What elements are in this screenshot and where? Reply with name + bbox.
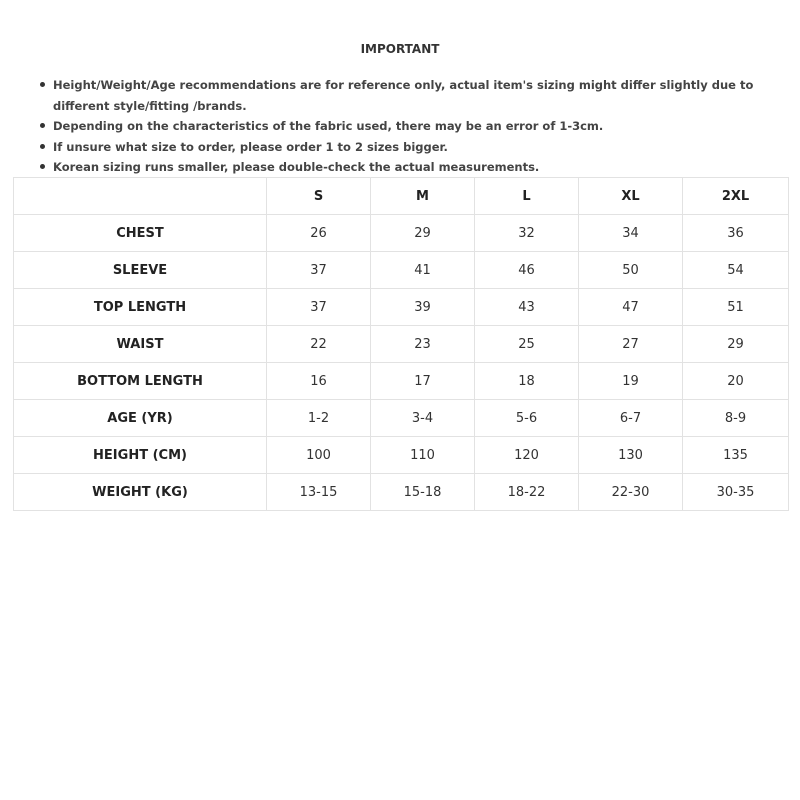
size-header: S <box>267 178 371 215</box>
page-heading: IMPORTANT <box>360 42 440 56</box>
size-header: XL <box>579 178 683 215</box>
note-item <box>40 157 795 178</box>
table-row <box>14 437 789 474</box>
table-cell: 37 <box>267 289 371 326</box>
note-item <box>40 137 795 158</box>
size-chart-table <box>13 177 789 511</box>
table-cell: 43 <box>475 289 579 326</box>
bullet-icon <box>40 144 45 149</box>
note-text: Height/Weight/Age recommendations are for reference only, actual item's sizing might differ slightly due to different style/fitting /brands. <box>53 78 754 113</box>
table-cell: 18-22 <box>475 474 579 511</box>
table-cell: 120 <box>475 437 579 474</box>
table-cell: 34 <box>579 215 683 252</box>
note-text: Depending on the characteristics of the fabric used, there may be an error of 1-3cm. <box>53 119 604 133</box>
table-cell: 23 <box>371 326 475 363</box>
bullet-icon <box>40 82 45 87</box>
table-cell: 19 <box>579 363 683 400</box>
size-header: M <box>371 178 475 215</box>
row-label: CHEST <box>14 215 267 252</box>
table-cell: 22 <box>267 326 371 363</box>
size-header: L <box>475 178 579 215</box>
table-row <box>14 400 789 437</box>
table-row <box>14 289 789 326</box>
table-cell: 18 <box>475 363 579 400</box>
table-row <box>14 215 789 252</box>
table-cell: 46 <box>475 252 579 289</box>
table-row <box>14 474 789 511</box>
table-cell: 25 <box>475 326 579 363</box>
table-cell: 16 <box>267 363 371 400</box>
table-cell: 29 <box>371 215 475 252</box>
row-label: HEIGHT (CM) <box>14 437 267 474</box>
row-label: TOP LENGTH <box>14 289 267 326</box>
table-row <box>14 252 789 289</box>
table-cell: 5-6 <box>475 400 579 437</box>
table-cell: 17 <box>371 363 475 400</box>
table-row <box>14 326 789 363</box>
table-cell: 22-30 <box>579 474 683 511</box>
table-header-row <box>14 178 789 215</box>
table-cell: 3-4 <box>371 400 475 437</box>
table-cell: 1-2 <box>267 400 371 437</box>
table-cell: 51 <box>683 289 789 326</box>
important-notes-list <box>40 75 795 178</box>
table-cell: 13-15 <box>267 474 371 511</box>
table-cell: 135 <box>683 437 789 474</box>
table-cell: 54 <box>683 252 789 289</box>
table-cell: 29 <box>683 326 789 363</box>
row-label: WEIGHT (KG) <box>14 474 267 511</box>
row-label: WAIST <box>14 326 267 363</box>
table-cell: 30-35 <box>683 474 789 511</box>
row-label: SLEEVE <box>14 252 267 289</box>
bullet-icon <box>40 164 45 169</box>
size-header: 2XL <box>683 178 789 215</box>
table-cell: 110 <box>371 437 475 474</box>
row-label: AGE (YR) <box>14 400 267 437</box>
table-cell: 27 <box>579 326 683 363</box>
note-item <box>40 75 795 116</box>
table-cell: 15-18 <box>371 474 475 511</box>
table-cell: 6-7 <box>579 400 683 437</box>
note-item <box>40 116 795 137</box>
table-cell: 32 <box>475 215 579 252</box>
table-cell: 26 <box>267 215 371 252</box>
table-cell: 8-9 <box>683 400 789 437</box>
corner-cell <box>14 178 267 215</box>
table-cell: 100 <box>267 437 371 474</box>
bullet-icon <box>40 123 45 128</box>
note-text: If unsure what size to order, please order 1 to 2 sizes bigger. <box>53 139 448 154</box>
table-cell: 39 <box>371 289 475 326</box>
table-row <box>14 363 789 400</box>
table-cell: 50 <box>579 252 683 289</box>
table-cell: 37 <box>267 252 371 289</box>
table-cell: 130 <box>579 437 683 474</box>
table-cell: 47 <box>579 289 683 326</box>
table-cell: 36 <box>683 215 789 252</box>
table-cell: 41 <box>371 252 475 289</box>
row-label: BOTTOM LENGTH <box>14 363 267 400</box>
note-text: Korean sizing runs smaller, please double-check the actual measurements. <box>53 160 540 174</box>
table-cell: 20 <box>683 363 789 400</box>
